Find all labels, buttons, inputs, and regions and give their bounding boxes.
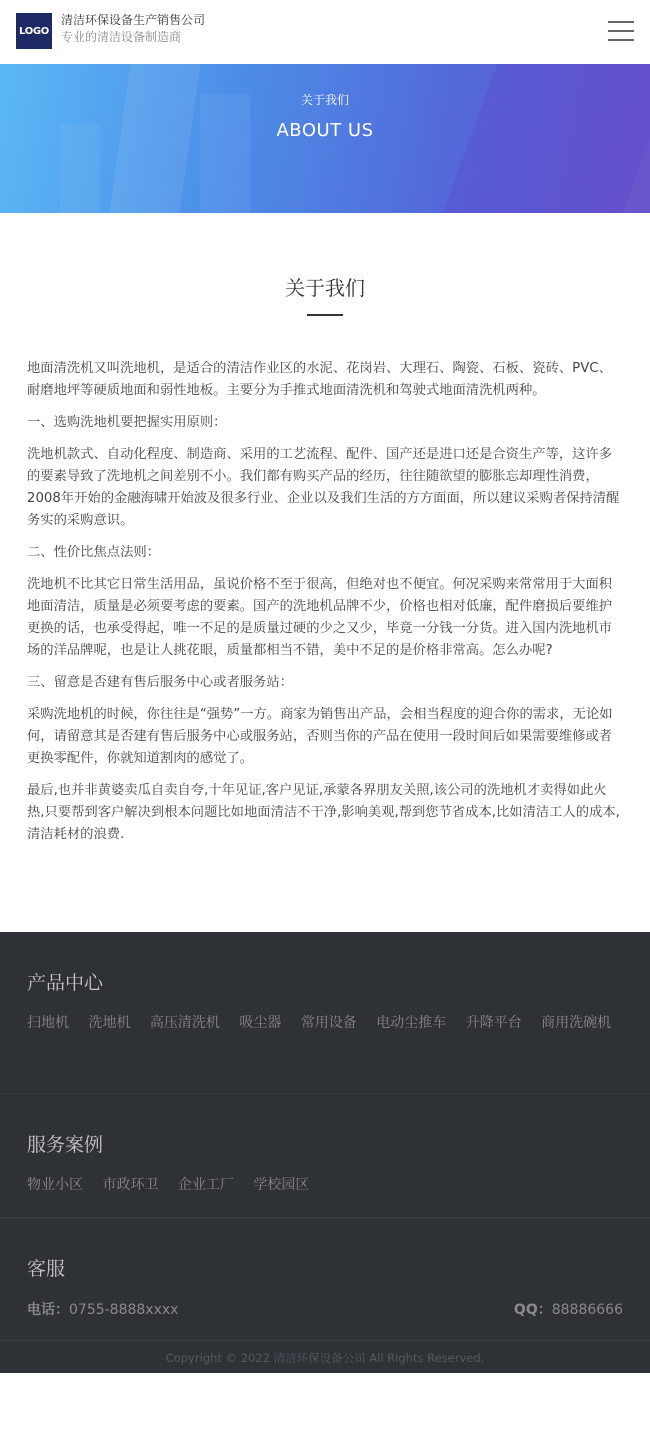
site-header: [0, 0, 650, 64]
qq-label: QQ：: [513, 1302, 552, 1318]
article-paragraph: 采购洗地机的时候，你往往是“强势”一方。商家为销售出产品，会相当程度的迎合你的需求，无论如何，请留意其是否建有售后服务中心或服务站，否则当你的产品在使用一段时间后如果需要维修或者更换零配件，你就知道割肉的感觉了。: [27, 707, 613, 766]
article-paragraph: 最后,也并非黄婆卖瓜自卖自夸,十年见证,客户见证,承蒙各界朋友关照,该公司的洗地机才卖得如此火热,只要帮到客户解决到根本问题比如地面清洁不干净,影响美观,帮到您节省成本,比如清洁工人的成本,清洁耗材的浪费.: [27, 783, 620, 842]
footer-cases-title: 服务案例: [27, 1134, 104, 1156]
footer-link-lift-platform[interactable]: 升降平台: [465, 1015, 522, 1031]
phone-number[interactable]: 0755-8888xxxx: [69, 1302, 179, 1318]
footer-products-title: 产品中心: [27, 972, 104, 994]
footer-phone: [27, 1299, 178, 1319]
menu-bar: [608, 39, 634, 41]
footer-link-municipal[interactable]: 市政环卫: [102, 1177, 159, 1193]
footer-link-common-equipment[interactable]: 常用设备: [300, 1015, 357, 1031]
footer-link-factory[interactable]: 企业工厂: [177, 1177, 234, 1193]
footer-qq: [514, 1299, 623, 1319]
footer-link-sweeper[interactable]: 扫地机: [27, 1015, 69, 1031]
footer-link-vacuum[interactable]: 吸尘器: [239, 1015, 282, 1031]
footer-divider: [0, 1217, 650, 1218]
phone-label: 电话：: [27, 1302, 69, 1318]
article-content: [27, 358, 624, 856]
footer-link-pressure-washer[interactable]: 高压清洗机: [149, 1015, 220, 1031]
banner-subtitle: 关于我们: [300, 93, 349, 107]
footer-link-property[interactable]: 物业小区: [27, 1177, 83, 1193]
logo[interactable]: LOGO: [16, 13, 52, 49]
article-heading: 一、选购洗地机要把握实用原则：: [27, 415, 227, 430]
qq-number[interactable]: 88886666: [551, 1302, 623, 1318]
company-slogan: 专业的清洁设备制造商: [61, 30, 182, 44]
site-footer: [0, 932, 650, 1373]
footer-service-title: 客服: [27, 1258, 66, 1280]
menu-bar: [608, 30, 634, 32]
footer-divider: [0, 1340, 650, 1341]
article-paragraph: 洗地机不比其它日常生活用品，虽说价格不至于很高，但绝对也不便宜。何况采购来常常用于大面积地面清洁，质量是必须要考虑的要素。国产的洗地机品牌不少，价格也相对低廉，配件磨损后要维护更换的话，也承受得起，唯一不足的是质量过硬的少之又少，毕竟一分钱一分货。进入国内洗地机市场的洋品牌呢，也是让人挑花眼，质量都相当不错，美中不足的是价格非常高。怎么办呢?: [27, 577, 613, 658]
page-banner: [0, 64, 650, 213]
menu-bar: [608, 21, 634, 23]
banner-decoration: [200, 94, 250, 213]
article-heading: 二、性价比焦点法则：: [27, 545, 160, 560]
page-title: 关于我们: [285, 276, 365, 300]
footer-link-dust-cart[interactable]: 电动尘推车: [376, 1015, 447, 1031]
company-name: 清洁环保设备生产销售公司: [61, 13, 206, 27]
footer-link-dishwasher[interactable]: 商用洗碗机: [541, 1015, 612, 1031]
footer-cases-links: [27, 1166, 627, 1204]
article-heading: 三、留意是否建有售后服务中心或者服务站：: [27, 675, 293, 690]
footer-link-scrubber[interactable]: 洗地机: [88, 1015, 131, 1031]
footer-products-links: [27, 1004, 627, 1042]
article-paragraph: 洗地机款式、自动化程度、制造商、采用的工艺流程、配件、国产还是进口还是合资生产等，这许多的要素导致了洗地机之间差别不小。我们都有购买产品的经历，往往随欲望的膨胀忘却理性消费，2008年开始的金融海啸开始波及很多行业、企业以及我们生活的方方面面，所以建议采购者保持清醒务实的采购意识。: [27, 447, 620, 528]
article-paragraph: 地面清洗机又叫洗地机，是适合的清洁作业区的水泥、花岗岩、大理石、陶瓷、石板、瓷砖、PVC、耐磨地坪等硬质地面和弱性地板。主要分为手推式地面清洗机和驾驶式地面清洗机两种。: [27, 361, 612, 398]
banner-title: ABOUT US: [276, 120, 374, 141]
footer-divider: [0, 1093, 650, 1094]
title-underline: [307, 314, 343, 316]
footer-link-campus[interactable]: 学校园区: [253, 1177, 310, 1193]
hamburger-menu-icon[interactable]: [608, 20, 634, 42]
copyright-text: Copyright © 2022 清洁环保设备公司 All Rights Reserved.: [165, 1351, 485, 1365]
